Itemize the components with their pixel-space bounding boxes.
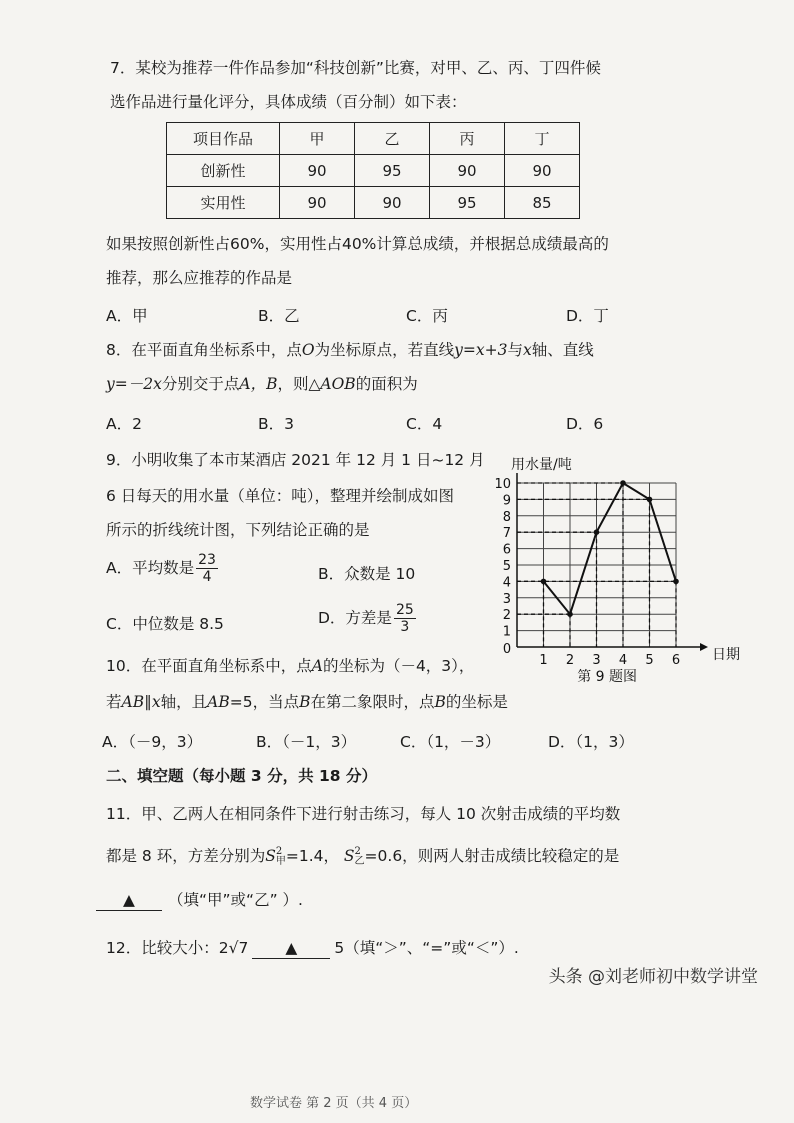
q8-option-c: C．4 (406, 415, 443, 433)
q9-option-a (106, 552, 218, 585)
table-cell: 创新性 (167, 155, 280, 187)
variance-jia (265, 847, 286, 865)
sqrt-expression: √7 (228, 939, 249, 957)
q8-equation: y=－2x (106, 375, 162, 393)
variance-scripts (355, 847, 365, 867)
variance-sub: 乙 (354, 856, 365, 867)
q11-line1: 11．甲、乙两人在相同条件下进行射击练习，每人 10 次射击成绩的平均数 (106, 805, 621, 823)
y-tick-label: 4 (502, 575, 511, 591)
q10-text: 10．在平面直角坐标系中，点 (106, 657, 312, 675)
q7-option-a: A．甲 (106, 307, 148, 325)
q11-line3 (96, 890, 303, 911)
q9-option-d-label: D．方差是 (318, 609, 392, 627)
q8-text: 的面积为 (355, 375, 418, 393)
variance-sub: 甲 (275, 856, 286, 867)
q8-var: O (301, 341, 315, 359)
table-cell: 90 (505, 155, 580, 187)
q8-text: 为坐标原点，若直线 (314, 341, 455, 359)
q10-text: 轴，且 (160, 693, 208, 711)
y-tick-label: 7 (502, 526, 511, 542)
fraction-numerator: 23 (198, 552, 216, 568)
x-tick-label: 2 (565, 653, 575, 668)
table-cell: 90 (430, 155, 505, 187)
q9-option-c: C．中位数是 8.5 (106, 615, 224, 633)
q9-line3: 所示的折线统计图，下列结论正确的是 (106, 521, 370, 539)
q8-line2 (106, 374, 418, 394)
q11-text: 都是 8 环，方差分别为 (106, 847, 266, 865)
y-tick-label: 1 (502, 624, 511, 640)
q8-text: ，则△ (277, 375, 321, 393)
data-point (594, 529, 600, 535)
fraction (196, 552, 218, 585)
q10-text: 的坐标为（－4，3）， (322, 657, 475, 675)
q8-text: 分别交于点 (161, 375, 240, 393)
q11-text: 则两人射击成绩比较稳定的是 (417, 847, 620, 865)
q10-line2 (106, 692, 508, 712)
q12-line (106, 938, 519, 959)
table-row (167, 155, 580, 187)
q8-line1 (106, 340, 594, 360)
q10-var: AB (207, 693, 230, 711)
q7-line4: 推荐，那么应推荐的作品是 (106, 269, 293, 287)
q7-line3: 如果按照创新性占60%，实用性占40%计算总成绩，并根据总成绩最高的 (106, 235, 609, 253)
variance-scripts (276, 847, 286, 867)
q8-text: 与 (507, 341, 523, 359)
table-cell: 95 (355, 155, 430, 187)
variance-symbol: S (343, 847, 355, 865)
page-footer: 数学试卷 第 2 页（共 4 页） (250, 1096, 418, 1111)
section-heading: 二、填空题（每小题 3 分，共 18 分） (106, 767, 377, 785)
fraction-denominator: 3 (400, 619, 410, 635)
q7-option-c: C．丙 (406, 307, 448, 325)
x-tick-label: 1 (539, 653, 548, 668)
q7-option-b: B．乙 (258, 307, 300, 325)
x-axis-label: 日期 (712, 647, 740, 663)
q11-text: =1.4， (285, 847, 339, 865)
variance-yi (344, 847, 365, 865)
chart-caption: 第 9 题图 (577, 669, 638, 685)
q12-rest: 5（填“＞”、“=”或“＜”）. (334, 939, 519, 957)
q10-option-a: A．（－9，3） (102, 733, 203, 751)
y-tick-label: 3 (502, 591, 511, 607)
q7-option-d: D．丁 (566, 307, 609, 325)
q9-option-a-label: A．平均数是 (106, 559, 195, 577)
x-tick-label: 3 (592, 653, 601, 668)
fraction-denominator: 4 (202, 569, 212, 585)
table-cell: 90 (280, 187, 355, 219)
data-point (541, 579, 547, 585)
q10-text: ∥ (144, 693, 152, 711)
q8-var: x (522, 341, 532, 359)
q7-line1: 7．某校为推荐一件作品参加“科技创新”比赛，对甲、乙、丙、丁四件候 (110, 59, 601, 77)
q9-line1: 9．小明收集了本市某酒店 2021 年 12 月 1 日~12 月 (106, 451, 485, 469)
q10-var: B (299, 693, 311, 711)
water-usage-chart (480, 445, 740, 685)
q10-var: x (151, 693, 161, 711)
fraction-numerator: 25 (395, 602, 414, 618)
q10-var: B (434, 693, 446, 711)
q10-var: AB (121, 693, 145, 711)
y-tick-label: 8 (502, 509, 511, 525)
q8-option-d: D．6 (566, 415, 604, 433)
answer-blank[interactable]: ▲ (252, 938, 330, 959)
q10-text: 的坐标是 (445, 693, 508, 711)
q11-text: =0.6， (364, 847, 418, 865)
data-point (620, 480, 626, 486)
variance-sup: 2 (275, 846, 283, 857)
q10-text: 若 (106, 693, 122, 711)
table-cell: 90 (280, 155, 355, 187)
q10-option-b: B．（－1，3） (256, 733, 357, 751)
y-tick-label: 9 (502, 493, 511, 509)
q8-var: A，B (239, 375, 278, 393)
y-tick-label: 2 (502, 608, 511, 624)
y-tick-label: 6 (502, 542, 511, 558)
x-tick-label: 6 (671, 653, 681, 668)
x-tick-label: 5 (645, 653, 654, 668)
y-tick-label: 10 (494, 477, 511, 492)
q7-line2: 选作品进行量化评分，具体成绩（百分制）如下表： (110, 93, 467, 111)
q10-line1 (106, 656, 474, 676)
q8-text: 8．在平面直角坐标系中，点 (106, 341, 302, 359)
q11-line2 (106, 846, 619, 867)
table-header-cell: 丙 (430, 123, 505, 155)
origin-label: 0 (502, 642, 512, 657)
answer-blank[interactable]: ▲ (96, 890, 162, 911)
q8-option-a: A．2 (106, 415, 142, 433)
q8-equation: y=x+3 (454, 341, 508, 359)
variance-sup: 2 (354, 846, 361, 857)
q8-text: 轴、直线 (531, 341, 594, 359)
table-header-cell: 项目作品 (167, 123, 280, 155)
watermark: 头条 @刘老师初中数学讲堂 (548, 967, 758, 987)
q8-var: AOB (320, 375, 356, 393)
data-point (647, 497, 653, 503)
variance-symbol: S (265, 847, 276, 865)
table-header-cell: 丁 (505, 123, 580, 155)
q10-text: 在第二象限时，点 (310, 693, 435, 711)
table-cell: 实用性 (167, 187, 280, 219)
q9-line2: 6 日每天的用水量（单位：吨），整理并绘制成如图 (106, 487, 455, 505)
table-header-cell: 乙 (355, 123, 430, 155)
table-cell: 85 (505, 187, 580, 219)
q10-var: A (311, 657, 323, 675)
q10-option-d: D．（1，3） (548, 733, 634, 751)
q9-option-b: B．众数是 10 (318, 565, 416, 583)
y-tick-label: 5 (502, 559, 511, 574)
table-cell: 90 (355, 187, 430, 219)
q8-option-b: B．3 (258, 415, 294, 433)
table-header-cell: 甲 (280, 123, 355, 155)
fraction (394, 602, 416, 635)
q11-text: （填“甲”或“乙” ）. (168, 891, 303, 909)
q9-option-d (318, 602, 416, 635)
table-header-row (167, 123, 580, 155)
q10-option-c: C．（1，－3） (400, 733, 501, 751)
data-point (673, 579, 679, 585)
data-point (567, 611, 573, 617)
x-tick-label: 4 (618, 653, 628, 668)
q10-text: =5，当点 (229, 693, 300, 711)
x-axis-arrow (700, 643, 708, 651)
table-row (167, 187, 580, 219)
q12-label: 12．比较大小：2 (106, 939, 229, 957)
y-axis-label: 用水量/吨 (511, 457, 572, 473)
table-cell: 95 (430, 187, 505, 219)
score-table (166, 122, 580, 219)
